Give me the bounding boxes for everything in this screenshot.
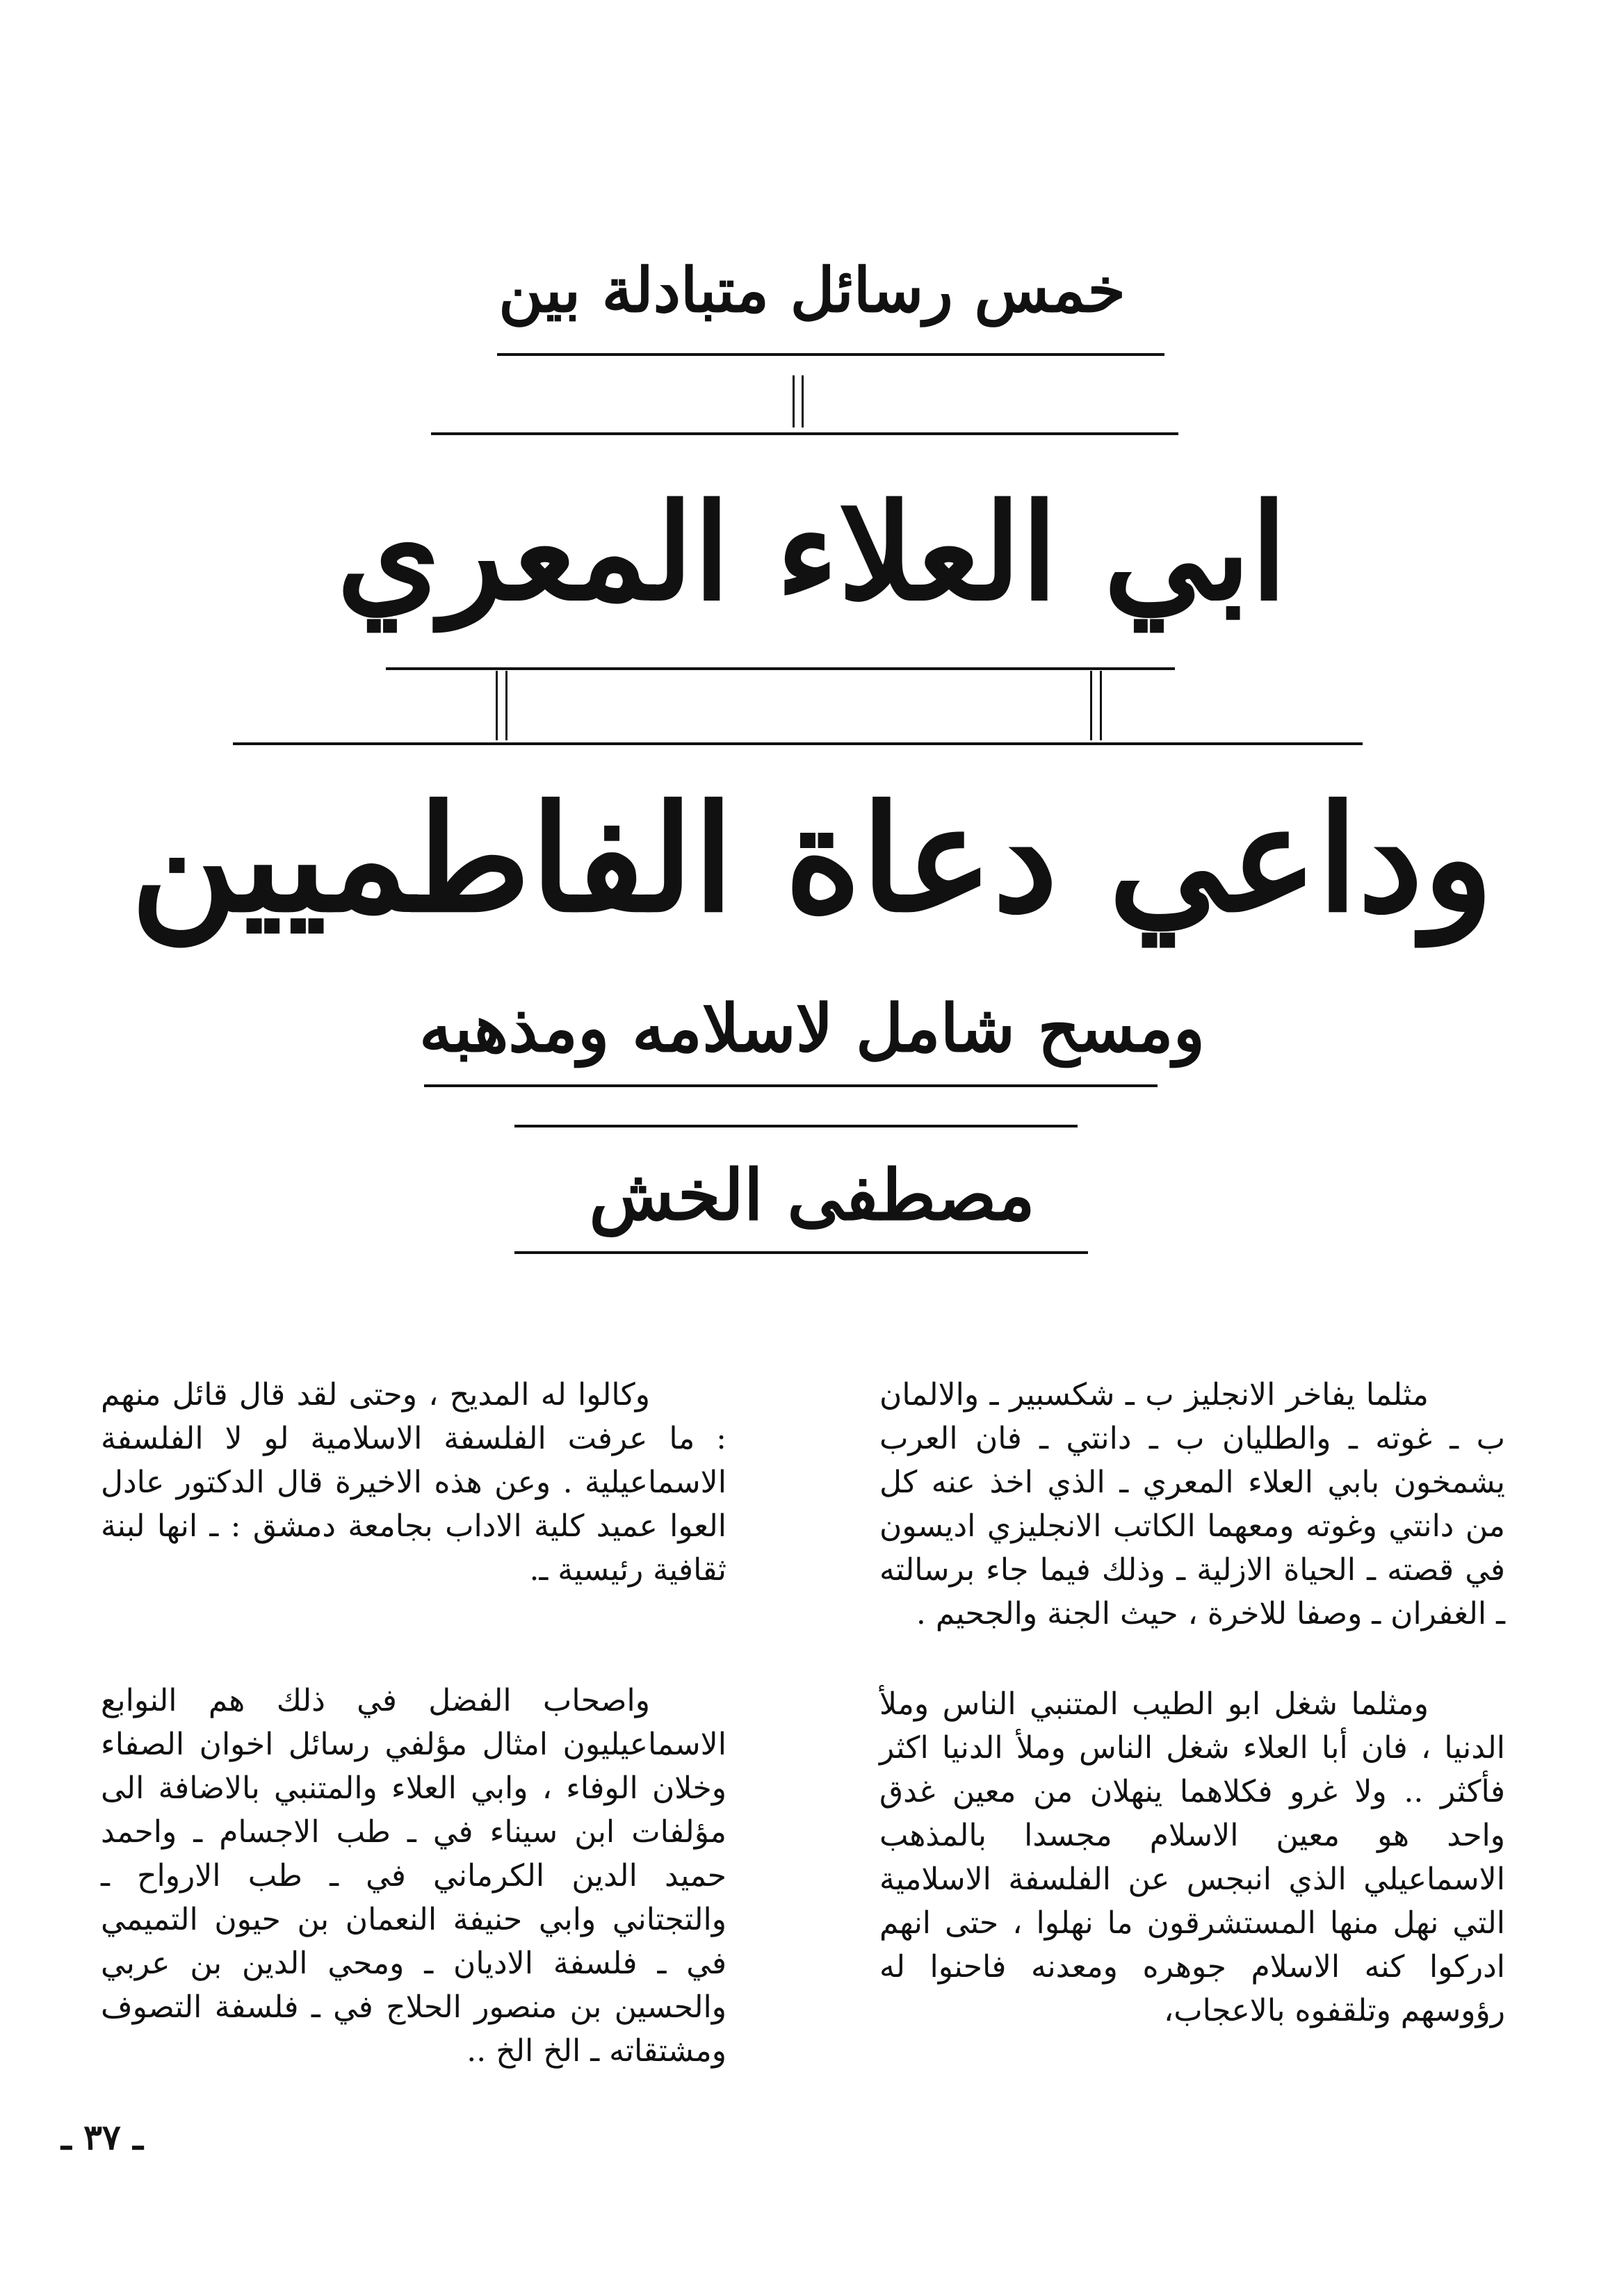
rule-3 xyxy=(386,667,1175,670)
double-bar-1b xyxy=(802,375,804,427)
paragraph: مثلما يفاخر الانجليز ب ـ شكسبير ـ والالمان ب ـ غوته ـ والطليان ب ـ دانتي ـ فان العرب يشمخون بابي العلاء المعري ـ الذي اخذ عنه كل من دانتي وغوته ومعهما الكاتب الانجليزي اديسون في قصته ـ الحياة الازلية ـ وذلك فيما جاء برسالته ـ الغفران ـ وصفا للاخرة ، حيث الجنة والجحيم . xyxy=(879,1377,1505,1631)
author-name: مصطفى الخش xyxy=(589,1154,1035,1236)
rule-2 xyxy=(431,432,1178,435)
paragraph: وكالوا له المديح ، وحتى لقد قال قائل منهم : ما عرفت الفلسفة الاسلامية لو لا الفلسفة الاسماعيلية . وعن هذه الاخيرة قال الدكتور عادل العوا عميد كلية الاداب بجامعة دمشق : ـ انها لبنة ثقافية رئيسية ـ. xyxy=(101,1377,726,1588)
column-right xyxy=(879,1373,1505,2033)
column-left xyxy=(101,1373,726,2073)
rule-1 xyxy=(497,353,1164,356)
series-title: خمس رسائل متبادلة بين xyxy=(498,254,1126,326)
double-bar-3a xyxy=(1090,671,1092,740)
rule-6 xyxy=(514,1125,1078,1127)
double-bar-2a xyxy=(496,671,498,740)
title-name-2: وداعي دعاة الفاطميين xyxy=(130,773,1494,945)
paragraph: ومثلما شغل ابو الطيب المتنبي الناس وملأ الدنيا ، فان أبا العلاء شغل الناس وملأ الدنيا اكثر فأكثر .. ولا غرو فكلاهما ينهلان من معين غدق واحد هو معين الاسلام مجسدا بالمذهب الاسماعيلي الذي انبجس عن الفلسفة الاسلامية التي نهل منها المستشرقون ما نهلوا ، حتى انهم ادركوا كنه الاسلام جوهره ومعدنه فاحنوا له رؤوسهم وتلقفوه بالاعجاب، xyxy=(879,1686,1505,2028)
paragraph: واصحاب الفضل في ذلك هم النوابع الاسماعيليون امثال مؤلفي رسائل اخوان الصفاء وخلان الوفاء ، وابي العلاء والمتنبي بالاضافة الى مؤلفات ابن سيناء في ـ طب الاجسام ـ واحمد حميد الدين الكرماني في ـ طب الارواح ـ والتجتاني وابي حنيفة النعمان بن حيون التميمي في ـ فلسفة الاديان ـ ومحي الدين بن عربي والحسين بن منصور الحلاج في ـ فلسفة التصوف ومشتقاته ـ الخ الخ .. xyxy=(101,1683,726,2069)
rule-5 xyxy=(424,1084,1158,1087)
rule-4 xyxy=(233,742,1363,745)
subtitle: ومسح شامل لاسلامه ومذهبه xyxy=(419,991,1205,1067)
double-bar-3b xyxy=(1100,671,1102,740)
page-number: ـ ٣٧ ـ xyxy=(61,2117,143,2158)
double-bar-1a xyxy=(793,375,795,427)
title-name-1: ابي العلاء المعري xyxy=(336,475,1288,630)
rule-7 xyxy=(514,1251,1088,1254)
double-bar-2b xyxy=(505,671,508,740)
